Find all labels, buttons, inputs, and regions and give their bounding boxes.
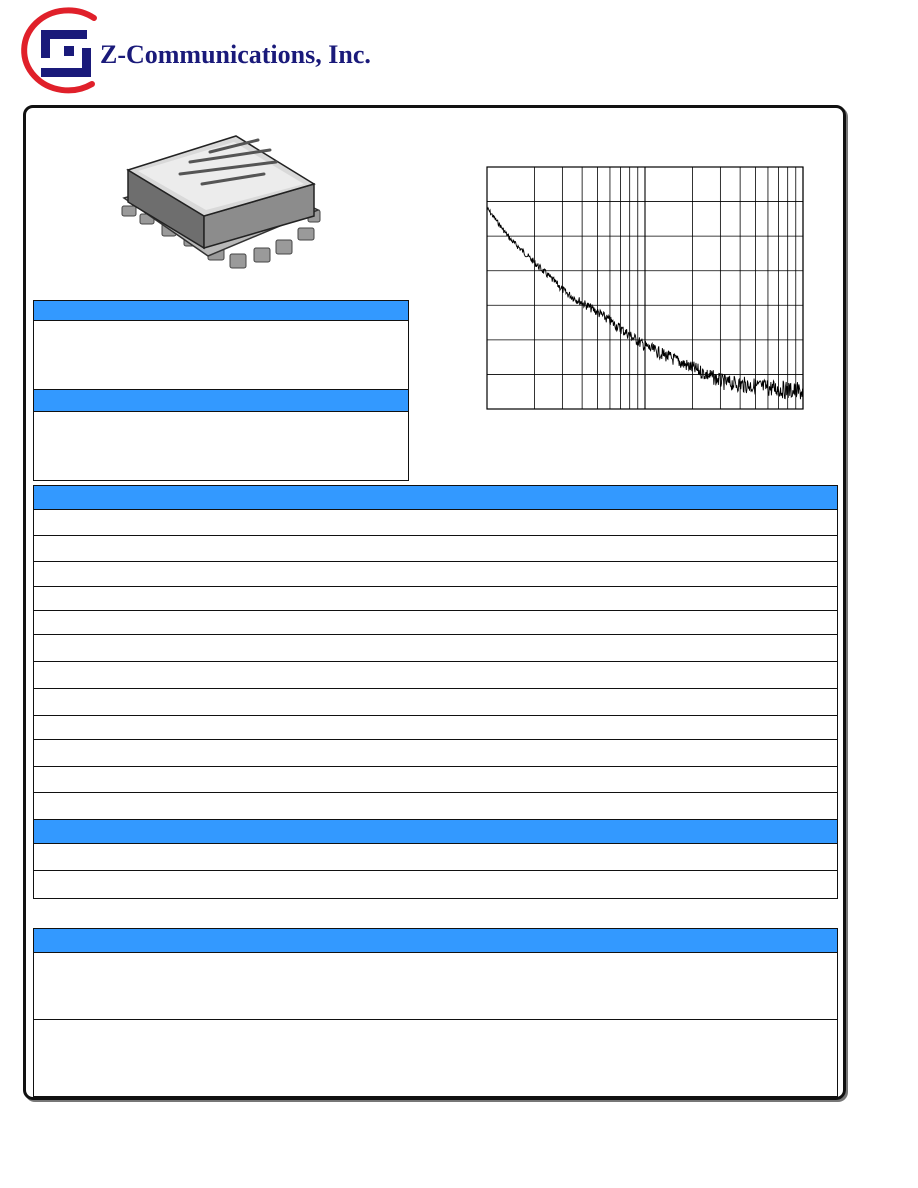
notes-table	[33, 928, 838, 1097]
main-spec-table	[33, 485, 838, 899]
table-row	[34, 871, 837, 898]
zcomm-logo-icon	[8, 4, 108, 100]
table-header-mechanical	[34, 820, 837, 844]
smd-vco-module-photo	[118, 128, 324, 276]
spec-panel-header-1	[34, 301, 408, 321]
product-photo	[118, 128, 324, 276]
table-row	[34, 662, 837, 689]
table-row	[34, 536, 837, 562]
table-row	[34, 767, 837, 793]
spec-panel-header-2	[34, 389, 408, 412]
table-row	[34, 689, 837, 716]
table-row	[34, 510, 837, 536]
spec-panel	[33, 300, 409, 481]
table-header-electrical	[34, 486, 837, 510]
phase-noise-chart	[486, 166, 804, 410]
company-logo	[8, 4, 408, 100]
table-row	[34, 635, 837, 662]
table-row	[34, 953, 837, 1020]
table-row	[34, 740, 837, 767]
table-row	[34, 1020, 837, 1096]
table-row	[34, 562, 837, 587]
company-name: Z-Communications, Inc.	[100, 40, 371, 69]
phase-noise-plot	[486, 166, 804, 410]
table-header-notes	[34, 929, 837, 953]
table-row	[34, 716, 837, 740]
table-row	[34, 793, 837, 820]
table-row	[34, 844, 837, 871]
table-row	[34, 611, 837, 635]
table-row	[34, 587, 837, 611]
